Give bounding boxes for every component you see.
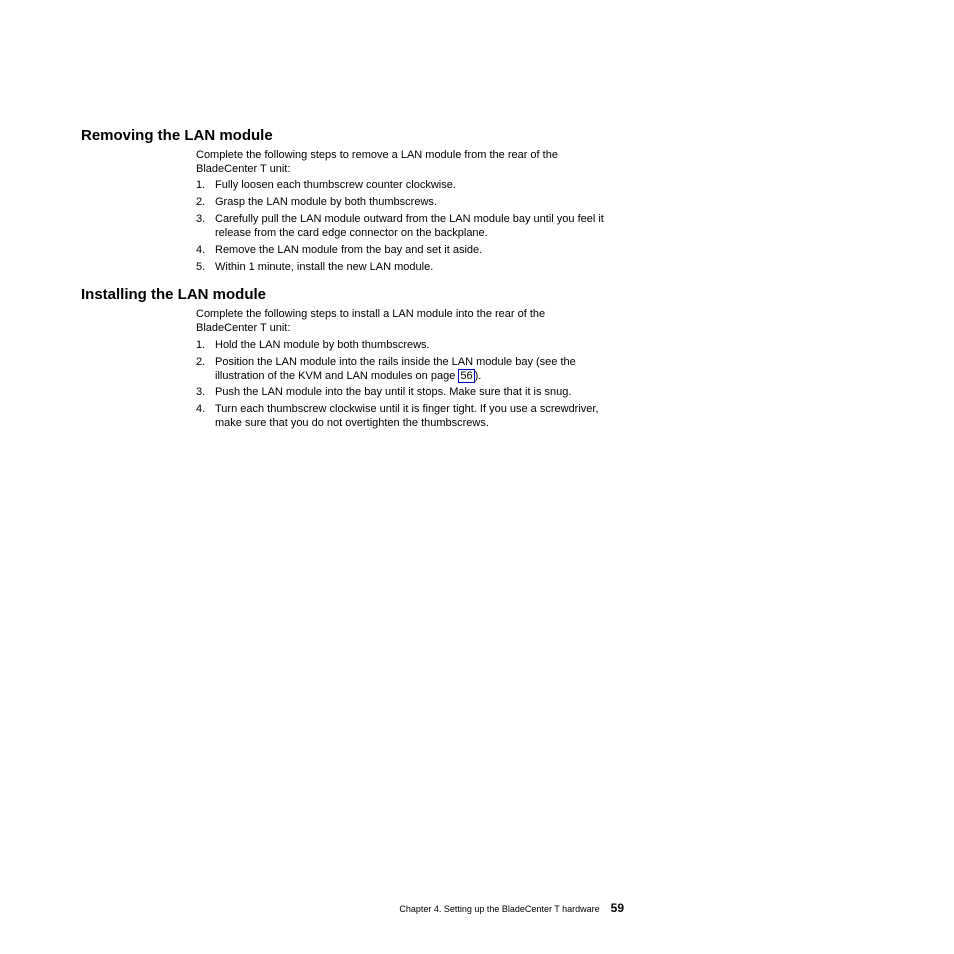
step-text: Turn each thumbscrew clockwise until it is finger tight. If you use a screwdriver, make sure that you do not overtighten the thumbscrews. [215, 403, 599, 429]
removing-step-4 [196, 244, 628, 258]
removing-step-2 [196, 196, 628, 210]
step-number: 1. [196, 179, 206, 191]
step-text-after-link: ). [474, 369, 482, 382]
installing-step-4 [196, 403, 628, 430]
removing-step-3 [196, 213, 628, 240]
step-number: 1. [196, 339, 206, 351]
installing-step-2 [196, 356, 628, 383]
section-heading-installing: Installing the LAN module [81, 286, 267, 303]
footer-page-number: 59 [610, 901, 624, 915]
footer-chapter-title: Chapter 4. Setting up the BladeCenter T hardware [399, 904, 600, 914]
step-number: 5. [196, 261, 206, 273]
installing-step-1 [196, 339, 628, 353]
step-text: Within 1 minute, install the new LAN module. [215, 261, 434, 273]
installing-step-3 [196, 386, 628, 400]
step-text-before-link: Position the LAN module into the rails inside the LAN module bay (see the illustration of the KVM and LAN modules on page [215, 356, 576, 382]
installing-intro: Complete the following steps to install a LAN module into the rear of the BladeCenter T unit: [196, 308, 546, 334]
step-number: 2. [196, 196, 206, 208]
section-heading-removing: Removing the LAN module [81, 127, 273, 144]
step-text: Carefully pull the LAN module outward from the LAN module bay until you feel it release from the card edge connector on the backplane. [215, 213, 604, 239]
step-text: Grasp the LAN module by both thumbscrews. [215, 196, 437, 208]
step-text: Hold the LAN module by both thumbscrews. [215, 339, 430, 351]
page-footer [399, 900, 624, 917]
step-text [196, 356, 628, 383]
step-number: 4. [196, 403, 206, 415]
step-text: Remove the LAN module from the bay and set it aside. [215, 244, 483, 256]
step-number: 3. [196, 386, 206, 398]
step-text: Fully loosen each thumbscrew counter clockwise. [215, 179, 456, 191]
step-number: 4. [196, 244, 206, 256]
removing-intro: Complete the following steps to remove a LAN module from the rear of the BladeCenter T unit: [196, 149, 558, 175]
removing-step-1 [196, 179, 628, 193]
page-reference-link[interactable]: 56 [460, 369, 473, 382]
step-number: 3. [196, 213, 206, 225]
step-text: Push the LAN module into the bay until it stops. Make sure that it is snug. [215, 386, 572, 398]
removing-step-5 [196, 261, 628, 275]
step-number: 2. [196, 356, 206, 368]
